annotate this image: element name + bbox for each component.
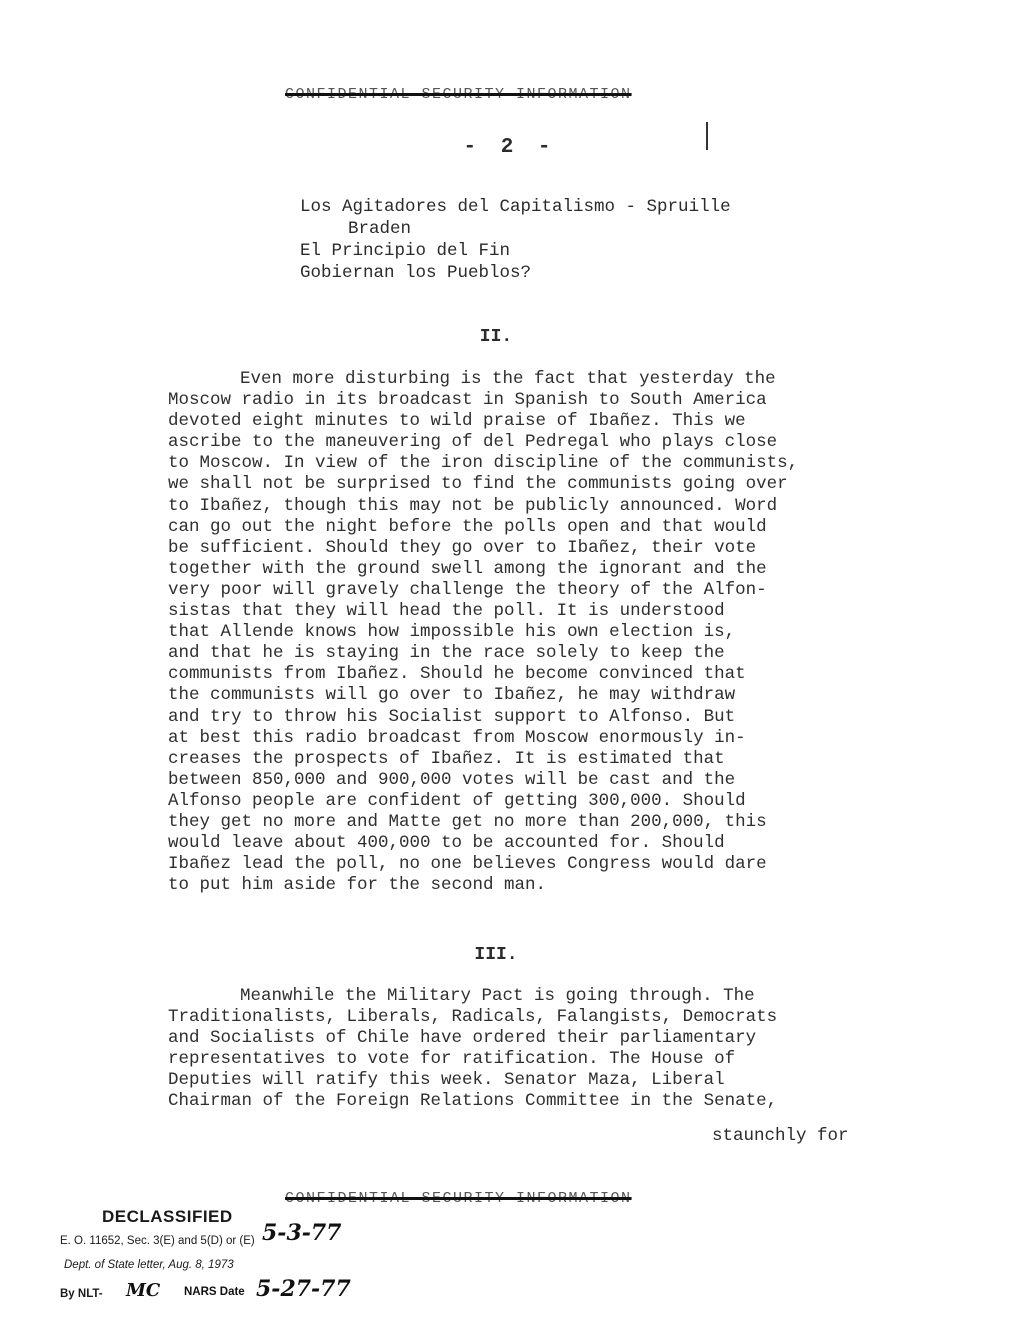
text-line: can go out the night before the polls open and that would [168,516,767,537]
text-line: be sufficient. Should they go over to Ibañez, their vote [168,537,757,558]
text-line: Deputies will ratify this week. Senator Maza, Liberal [168,1070,725,1091]
declassified-label: DECLASSIFIED [102,1207,233,1226]
handwritten-date: 5-3-77 [262,1220,342,1246]
text-line: Meanwhile the Military Pact is going through. The [240,986,755,1006]
nars-date-label: NARS Date [184,1286,245,1298]
paragraph-1 [168,369,958,896]
text-line: Alfonso people are confident of getting 300,000. Should [168,790,746,811]
text-line: to put him aside for the second man. [168,875,547,896]
section-heading-2: II. [479,327,513,347]
text-line: Ibañez lead the poll, no one believes Congress would dare [168,854,767,875]
text-line: very poor will gravely challenge the theory of the Alfon- [168,579,767,600]
continuation-text: staunchly for [712,1126,849,1146]
text-line: Chairman of the Foreign Relations Committee in the Senate, [168,1091,778,1112]
title-line: Braden [348,219,412,239]
page-number: - 2 - [463,136,557,159]
text-line: that Allende knows how impossible his own election is, [168,622,736,643]
text-line: would leave about 400,000 to be accounted for. Should [168,833,725,854]
handwritten-initials: MC [126,1280,161,1301]
paragraph-2 [168,986,958,1113]
handwritten-nars-date: 5-27-77 [256,1276,351,1302]
footer-classification-marking: CONFIDENTIAL SECURITY INFORMATION [285,1190,632,1207]
text-line: communists from Ibañez. Should he become convinced that [168,664,746,685]
text-line: we shall not be surprised to find the communists going over [168,474,788,495]
text-line: creases the prospects of Ibañez. It is estimated that [168,748,725,769]
text-line: together with the ground swell among the ignorant and the [168,558,767,579]
text-line: sistas that they will head the poll. It is understood [168,601,725,622]
text-line: to Moscow. In view of the iron discipline of the communists, [168,453,799,474]
title-line: Gobiernan los Pueblos? [300,263,532,283]
text-line: and that he is staying in the race solely to keep the [168,643,725,664]
margin-mark [706,122,708,150]
text-line: at best this radio broadcast from Moscow enormously in- [168,727,746,748]
text-line: between 850,000 and 900,000 votes will be cast and the [168,769,736,790]
text-line: ascribe to the maneuvering of del Pedregal who plays close [168,432,778,453]
publication-titles [300,196,860,284]
text-line: the communists will go over to Ibañez, he may withdraw [168,685,736,706]
text-line: representatives to vote for ratification. The House of [168,1049,736,1070]
text-line: Moscow radio in its broadcast in Spanish to South America [168,390,767,411]
text-line: Traditionalists, Liberals, Radicals, Falangists, Democrats [168,1007,778,1028]
letter-line: Dept. of State letter, Aug. 8, 1973 [64,1259,234,1271]
text-line: devoted eight minutes to wild praise of Ibañez. This we [168,411,746,432]
by-line: By NLT- [60,1288,103,1300]
text-line: and Socialists of Chile have ordered their parliamentary [168,1028,757,1049]
authority-line: E. O. 11652, Sec. 3(E) and 5(D) or (E) [60,1235,255,1247]
text-line: and try to throw his Socialist support to Alfonso. But [168,706,736,727]
title-line: Los Agitadores del Capitalismo - Spruille [300,197,731,217]
text-line: Even more disturbing is the fact that yesterday the [240,369,776,389]
section-heading-3: III. [474,945,518,965]
text-line: they get no more and Matte get no more than 200,000, this [168,811,767,832]
header-classification-marking: CONFIDENTIAL SECURITY INFORMATION [285,86,632,103]
title-line: El Principio del Fin [300,241,511,261]
text-line: to Ibañez, though this may not be publicly announced. Word [168,495,778,516]
